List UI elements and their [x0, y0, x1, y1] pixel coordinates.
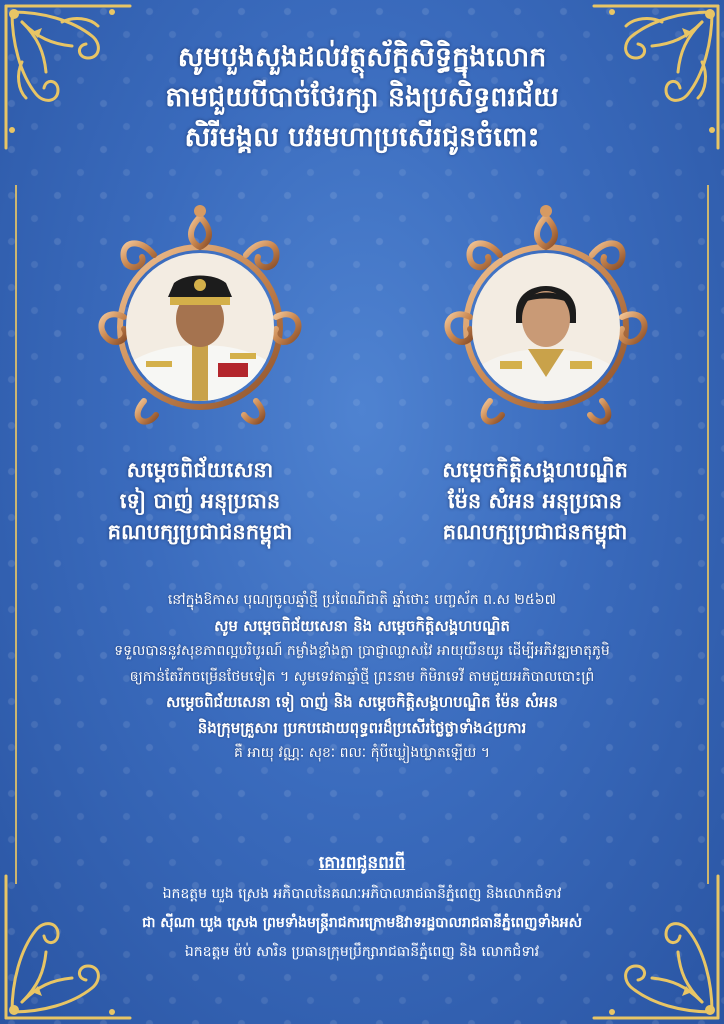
- footer-senders: [60, 880, 664, 967]
- military-officer-portrait: [126, 253, 274, 401]
- woman-portrait: [472, 253, 620, 401]
- footer-line-2: ជា ស៊ីណា ឃួង ស្រេង ព្រមទាំងមន្ត្រីរាជការក្រោមឱវាទរដ្ឋបាលរាជធានីភ្នំពេញទាំងអស់: [142, 915, 582, 931]
- greeting-message: [40, 588, 684, 767]
- footer-line-3: ឯកឧត្តម ម៉ប់ សារិន ប្រធានក្រុមប្រឹក្សារាជធានីភ្នំពេញ និង លោកជំទាវ: [184, 944, 540, 960]
- left-person-line-3: គណបក្សប្រជាជនកម្ពុជា: [107, 520, 293, 544]
- title-line-2: តាមជួយបីបាច់ថែរក្សា និងប្រសិទ្ធពរជ័យ: [165, 82, 559, 113]
- message-line-4: ឲ្យកាន់តែរីកចម្រើនថែមទៀត ។ សូមទេវតាឆ្នាំថ្មី ព្រះនាម កិមិរាទេវី តាមជួយអភិបាលបោះព្រំ: [129, 668, 595, 685]
- message-line-6: និងក្រុមគ្រួសារ ប្រកបដោយពុទ្ធពរដ៏ប្រសើរថ្លៃថ្លាទាំង៤ប្រការ: [197, 718, 527, 737]
- title-line-3: សិរីមង្គល បវរមហាប្រសើរជូនចំពោះ: [184, 122, 540, 153]
- left-person-line-2: ទៀ បាញ់ អនុប្រធាន: [119, 489, 281, 513]
- message-line-3: ទទួលបាននូវសុខភាពល្អបរិបូរណ៍ កម្លាំងខ្លាំងក្លា ប្រាជ្ញាឈ្លាសវៃ អាយុយឺនយូរ ដើម្បីអភិវឌ្ឍមាតុភូមិ: [114, 643, 610, 659]
- right-person-line-1: សម្តេចកិត្តិសង្គហបណ្ឌិត: [442, 458, 628, 482]
- right-person-title: [385, 455, 685, 548]
- footer-line-1: ឯកឧត្តម ឃួង ស្រេង អភិបាលនៃគណៈអភិបាលរាជធានីភ្នំពេញ និងលោកជំទាវ: [162, 886, 562, 902]
- message-line-2: សូម សម្តេចពិជ័យសេនា និង សម្តេចកិត្តិសង្គហបណ្ឌិត: [214, 616, 510, 635]
- right-portrait-frame: [430, 197, 662, 429]
- left-border-line: [15, 185, 17, 884]
- message-line-5: សម្តេចពិជ័យសេនា ទៀ បាញ់ និង សម្តេចកិត្តិសង្គហបណ្ឌិត ម៉ែន សំអន: [165, 693, 559, 711]
- title-line-1: សូមបួងសួងដល់វត្ថុស័ក្តិសិទ្ធិក្នុងលោក: [177, 42, 547, 73]
- message-line-1: នៅក្នុងឱកាស បុណ្យចូលឆ្នាំថ្មី ប្រពៃណីជាតិ ឆ្នាំថោះ បញ្ចស័ក ព.ស ២៥៦៧: [167, 592, 557, 608]
- left-portrait-frame: [84, 197, 316, 429]
- right-person-line-2: ម៉ែន សំអន អនុប្រធាន: [447, 489, 623, 513]
- right-border-line: [707, 185, 709, 884]
- page-title: [110, 38, 614, 158]
- left-person-title: [50, 455, 350, 548]
- message-line-7: គឺ អាយុ វណ្ណៈ សុខៈ ពលៈ កុំបីឃ្លៀងឃ្លាតឡើយ ។: [234, 745, 490, 761]
- right-person-line-3: គណបក្សប្រជាជនកម្ពុជា: [442, 520, 628, 544]
- left-person-line-1: សម្តេចពិជ័យសេនា: [126, 458, 274, 482]
- footer-heading: គោរពជូនពរពី: [318, 853, 406, 873]
